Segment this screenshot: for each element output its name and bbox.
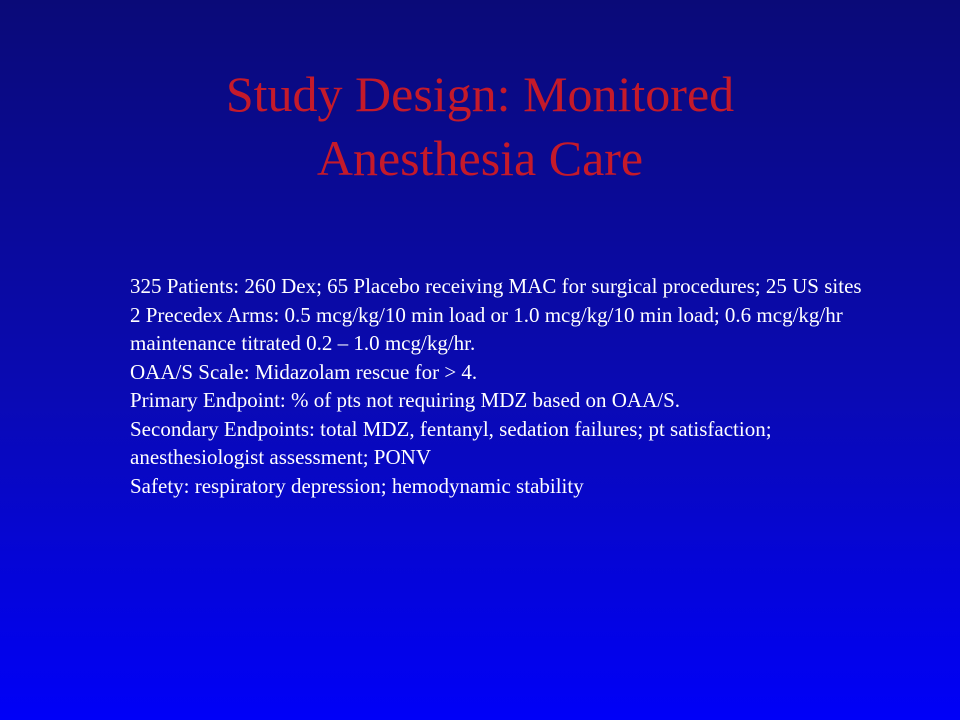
slide-title-line-1: Study Design: Monitored xyxy=(225,66,735,122)
slide-title-line-2: Anesthesia Care xyxy=(316,130,644,186)
bullet-safety: Safety: respiratory depression; hemodynamic stability xyxy=(130,473,584,498)
bullet-precedex-arms: 2 Precedex Arms: 0.5 mcg/kg/10 min load or 1.0 mcg/kg/10 min load; 0.6 mcg/kg/hr maintenance titrated 0.2 – 1.0 mcg/kg/hr. xyxy=(130,302,843,355)
slide-body xyxy=(130,272,890,500)
bullet-secondary-endpoints: Secondary Endpoints: total MDZ, fentanyl, sedation failures; pt satisfaction; anesthesiologist assessment; PONV xyxy=(130,416,772,469)
bullet-patients: 325 Patients: 260 Dex; 65 Placebo receiving MAC for surgical procedures; 25 US sites xyxy=(130,274,862,298)
slide-title xyxy=(80,62,880,190)
bullet-primary-endpoint: Primary Endpoint: % of pts not requiring MDZ based on OAA/S. xyxy=(130,388,681,412)
bullet-oaas-scale: OAA/S Scale: Midazolam rescue for > 4. xyxy=(130,359,478,384)
